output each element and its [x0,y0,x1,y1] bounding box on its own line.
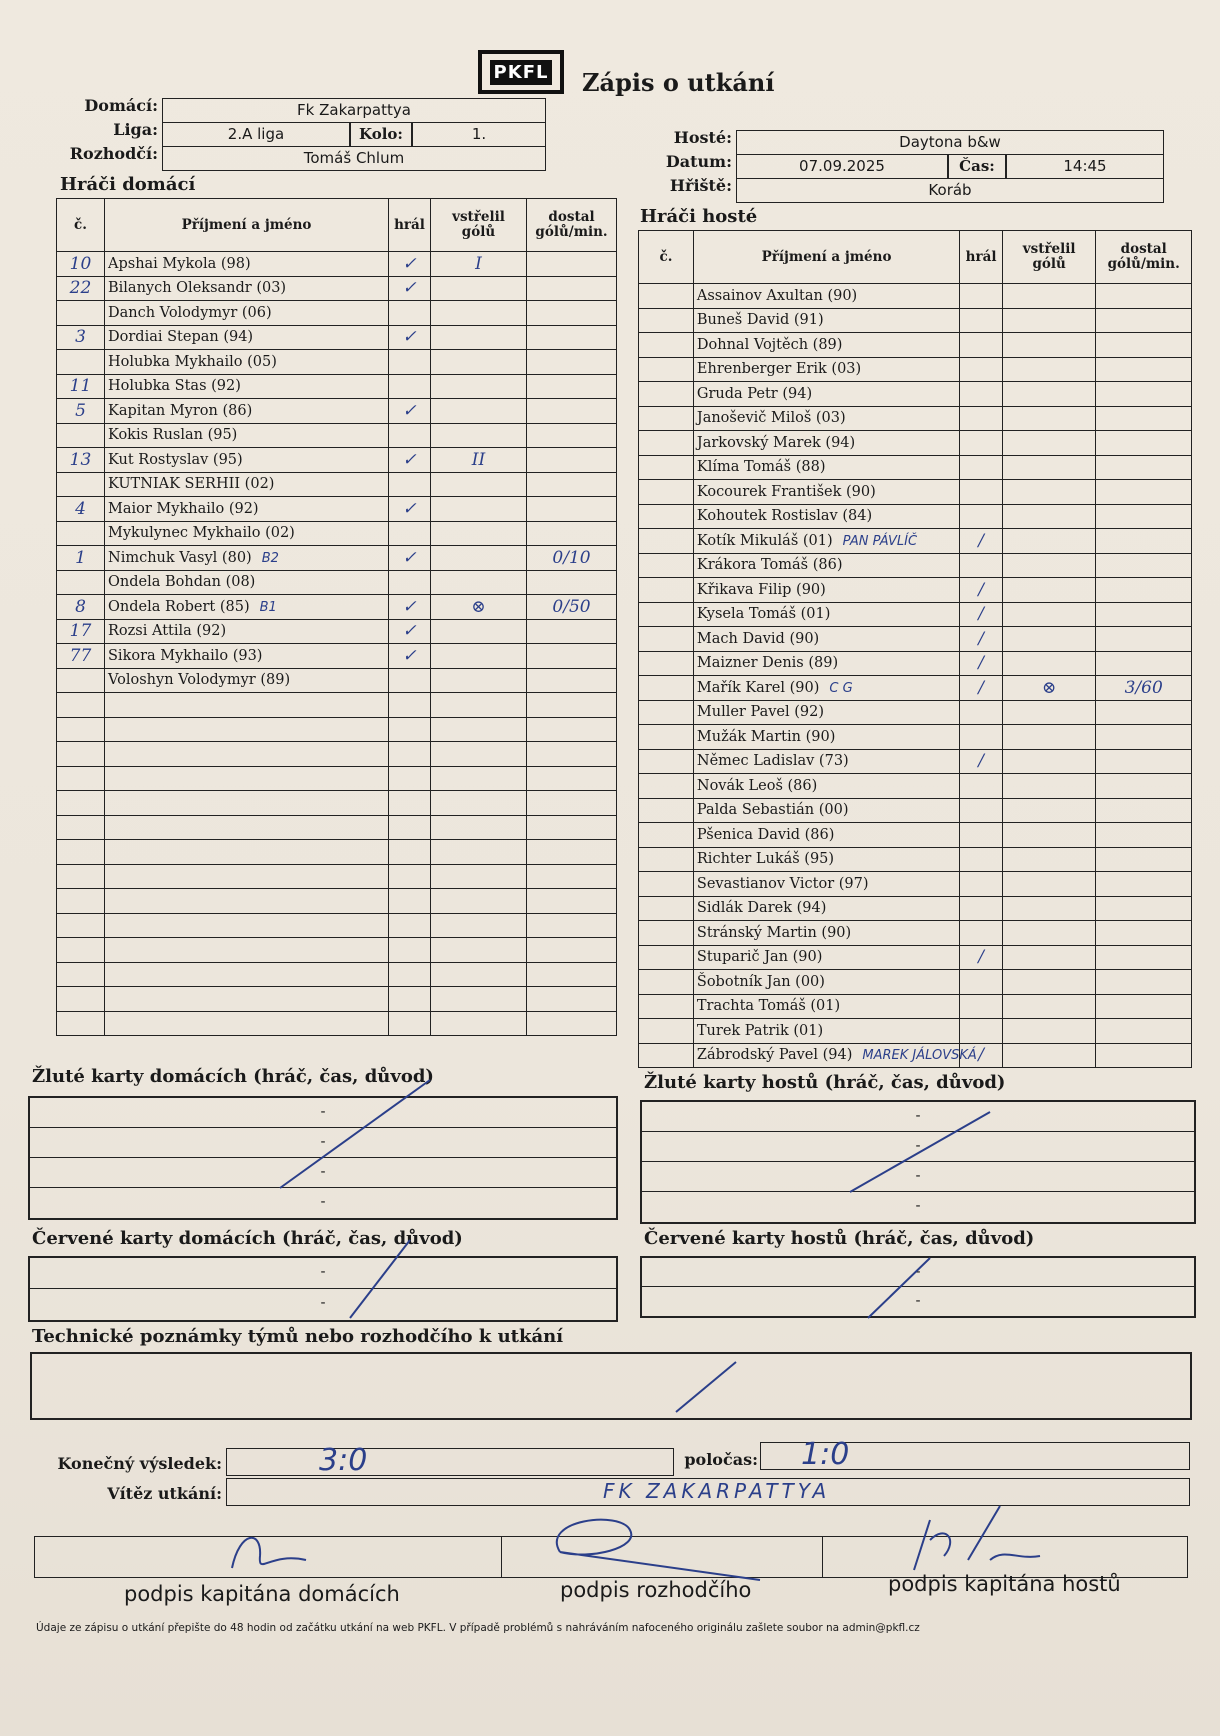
player-name-cell: Janoševič Miloš (03) [693,406,959,431]
player-no-cell: 77 [57,644,105,669]
home-players-title: Hráči domácí [60,174,196,195]
player-note: C G [829,680,853,696]
yellow-cards-home-title: Žluté karty domácích (hráč, čas, důvod) [32,1066,434,1087]
player-name-cell: Kut Rostyslav (95) [105,448,389,473]
card-row: - [642,1132,1194,1162]
card-row: - [642,1102,1194,1132]
player-name: Kotík Mikuláš (01) [696,532,833,549]
player-no-cell: 4 [57,497,105,522]
player-name-cell: Maior Mykhailo (92) [105,497,389,522]
player-name-cell: Holubka Mykhailo (05) [105,350,389,375]
player-goals-cell: ⊗ [431,595,527,620]
player-no-cell: 5 [57,399,105,424]
away-players-title: Hráči hosté [640,206,758,227]
player-played-cell: ✓ [389,448,431,473]
player-played-cell: / [960,651,1003,676]
player-name-cell: Klíma Tomáš (88) [693,455,959,480]
player-played-cell: / [960,1043,1003,1068]
player-no-cell: 11 [57,374,105,399]
player-name-cell: Sikora Mykhailo (93) [105,644,389,669]
footer-note: Údaje ze zápisu o utkání přepište do 48 hodin od začátku utkání na web PKFL. V případě problémů s nahráváním nafoceného originálu zašlete soubor na admin@pkfl.cz [36,1622,920,1634]
player-played-cell: ✓ [389,619,431,644]
player-played-cell: ✓ [389,595,431,620]
home-captain-signature [232,1538,306,1568]
red-cards-home-title: Červené karty domácích (hráč, čas, důvod) [32,1228,463,1249]
player-goals-cell: II [431,448,527,473]
player-name-cell: Buneš David (91) [693,308,959,333]
player-played-cell: / [960,578,1003,603]
halftime-score: 1:0 [801,1437,850,1472]
referee-field: Tomáš Chlum [162,146,546,171]
player-name-cell: Trachta Tomáš (01) [693,994,959,1019]
player-conceded-cell: 0/50 [527,595,617,620]
player-name-cell: Maizner Denis (89) [693,651,959,676]
logo-text: PKFL [490,60,553,85]
player-name-cell: Assainov Axultan (90) [693,284,959,309]
player-no-cell: 3 [57,325,105,350]
yellow-cards-away-title: Žluté karty hostů (hráč, čas, důvod) [644,1072,1006,1093]
player-name-cell: Sidlák Darek (94) [693,896,959,921]
player-name-cell: Sevastianov Victor (97) [693,872,959,897]
player-conceded-cell: 3/60 [1096,676,1192,701]
card-row: - [320,1194,326,1210]
league-field: 2.A liga [162,122,350,147]
player-played-cell: / [960,749,1003,774]
final-result-label: Konečný výsledek: [57,1454,222,1473]
winner-label: Vítěz utkání: [107,1484,222,1503]
yellow-home-strike-line [280,1080,430,1188]
player-name-cell: Holubka Stas (92) [105,374,389,399]
player-played-cell: ✓ [389,325,431,350]
player-name-cell: Mužák Martin (90) [693,725,959,750]
player-played-cell: / [960,627,1003,652]
away-captain-signature-label: podpis kapitána hostů [888,1572,1121,1596]
home-captain-signature-label: podpis kapitána domácích [124,1582,400,1606]
league-label: Liga: [113,120,158,139]
home-label: Domácí: [84,96,158,115]
player-no-cell: 13 [57,448,105,473]
col-number: č. [57,199,105,252]
player-name-cell: Turek Patrik (01) [693,1019,959,1044]
halftime-label: poločas: [684,1450,758,1469]
page-title: Zápis o utkání [582,68,775,97]
card-row: - [30,1158,616,1188]
player-no-cell: 8 [57,595,105,620]
away-captain-signature [914,1506,1040,1570]
player-name-cell: Kysela Tomáš (01) [693,602,959,627]
col-goals: vstřelil gólů [431,199,527,252]
pitch-label: Hřiště: [669,176,732,195]
winner-value: FK ZAKARPATTYA [603,1479,831,1503]
player-name-cell: Mach David (90) [693,627,959,652]
player-name: Nimchuk Vasyl (80) [108,549,252,566]
player-name: Ondela Robert (85) [108,598,250,615]
col-goals: vstřelil gólů [1002,231,1096,284]
player-name-cell: Rozsi Attila (92) [105,619,389,644]
player-no-cell: 22 [57,276,105,301]
card-row: - [30,1098,616,1128]
col-played: hrál [389,199,431,252]
player-name-cell: Novák Leoš (86) [693,774,959,799]
player-name-cell: Dohnal Vojtěch (89) [693,333,959,358]
time-field: 14:45 [1006,154,1164,179]
player-played-cell: ✓ [389,399,431,424]
player-played-cell: / [960,602,1003,627]
player-name-cell: Stuparič Jan (90) [693,945,959,970]
player-name: Zábrodský Pavel (94) [696,1047,853,1064]
col-name: Příjmení a jméno [693,231,959,284]
player-conceded-cell: 0/10 [527,546,617,571]
player-played-cell: ✓ [389,276,431,301]
date-field: 07.09.2025 [736,154,948,179]
player-name-cell: Gruda Petr (94) [693,382,959,407]
player-name: Mařík Karel (90) [696,679,820,696]
player-played-cell: ✓ [389,252,431,277]
referee-label: Rozhodčí: [69,144,158,163]
player-played-cell: ✓ [389,644,431,669]
player-name-cell: Kohoutek Rostislav (84) [693,504,959,529]
player-note: MAREK JÁLOVSKÁ [862,1048,977,1064]
player-name-cell: Stránský Martin (90) [693,921,959,946]
player-name-cell: Kapitan Myron (86) [105,399,389,424]
player-played-cell: / [960,945,1003,970]
card-row: - [915,1198,921,1214]
player-name-cell: Voloshyn Volodymyr (89) [105,668,389,693]
round-field: 1. [412,122,546,147]
red-home-strike-line [350,1240,410,1318]
player-no-cell: 10 [57,252,105,277]
round-label: Kolo: [350,122,412,147]
card-row: - [320,1295,326,1311]
player-name-cell: Kokis Ruslan (95) [105,423,389,448]
player-note: B1 [259,599,277,615]
card-row: - [642,1162,1194,1192]
player-name-cell: Muller Pavel (92) [693,700,959,725]
final-score: 3:0 [319,1443,368,1478]
player-note: PAN PÁVLÍČ [842,533,918,549]
col-conceded: dostal gólů/min. [527,199,617,252]
player-name-cell: Šobotník Jan (00) [693,970,959,995]
away-team-field: Daytona b&w [736,130,1164,155]
pitch-field: Koráb [736,178,1164,203]
date-label: Datum: [665,152,732,171]
player-name-cell: Kocourek František (90) [693,480,959,505]
col-number: č. [639,231,694,284]
card-row: - [642,1258,1194,1287]
player-goals-cell: I [431,252,527,277]
player-played-cell: ✓ [389,546,431,571]
player-no-cell: 1 [57,546,105,571]
player-name-cell: Palda Sebastián (00) [693,798,959,823]
player-name-cell: Richter Lukáš (95) [693,847,959,872]
player-name-cell: Ehrenberger Erik (03) [693,357,959,382]
player-name-cell: Křikava Filip (90) [693,578,959,603]
red-away-strike-line [868,1258,930,1318]
player-name-cell: Dordiai Stepan (94) [105,325,389,350]
player-note: B2 [261,550,279,566]
player-name-cell: Mykulynec Mykhailo (02) [105,521,389,546]
player-name-cell: Danch Volodymyr (06) [105,301,389,326]
player-name-cell: Pšenica David (86) [693,823,959,848]
away-label: Hosté: [673,128,732,147]
player-name-cell: Krákora Tomáš (86) [693,553,959,578]
player-name-cell: Ondela Bohdan (08) [105,570,389,595]
col-name: Příjmení a jméno [105,199,389,252]
player-goals-cell: ⊗ [1002,676,1096,701]
col-played: hrál [960,231,1003,284]
player-name-cell: Jarkovský Marek (94) [693,431,959,456]
player-played-cell: / [960,676,1003,701]
card-row: - [30,1128,616,1158]
card-row: - [915,1293,921,1309]
referee-signature-label: podpis rozhodčího [560,1578,752,1602]
yellow-away-strike-line [850,1112,990,1192]
time-label: Čas: [948,154,1006,179]
player-name-cell: Apshai Mykola (98) [105,252,389,277]
player-no-cell: 17 [57,619,105,644]
technical-notes-title: Technické poznámky týmů nebo rozhodčího k utkání [32,1326,564,1347]
player-name-cell: Němec Ladislav (73) [693,749,959,774]
player-played-cell: ✓ [389,497,431,522]
player-played-cell: / [960,529,1003,554]
card-row: - [30,1258,616,1289]
col-conceded: dostal gólů/min. [1096,231,1192,284]
referee-signature [557,1520,760,1580]
notes-strike-line [676,1362,736,1412]
red-cards-away-title: Červené karty hostů (hráč, čas, důvod) [644,1228,1035,1249]
player-name-cell: KUTNIAK SERHII (02) [105,472,389,497]
home-team-field: Fk Zakarpattya [162,98,546,123]
player-name-cell: Bilanych Oleksandr (03) [105,276,389,301]
